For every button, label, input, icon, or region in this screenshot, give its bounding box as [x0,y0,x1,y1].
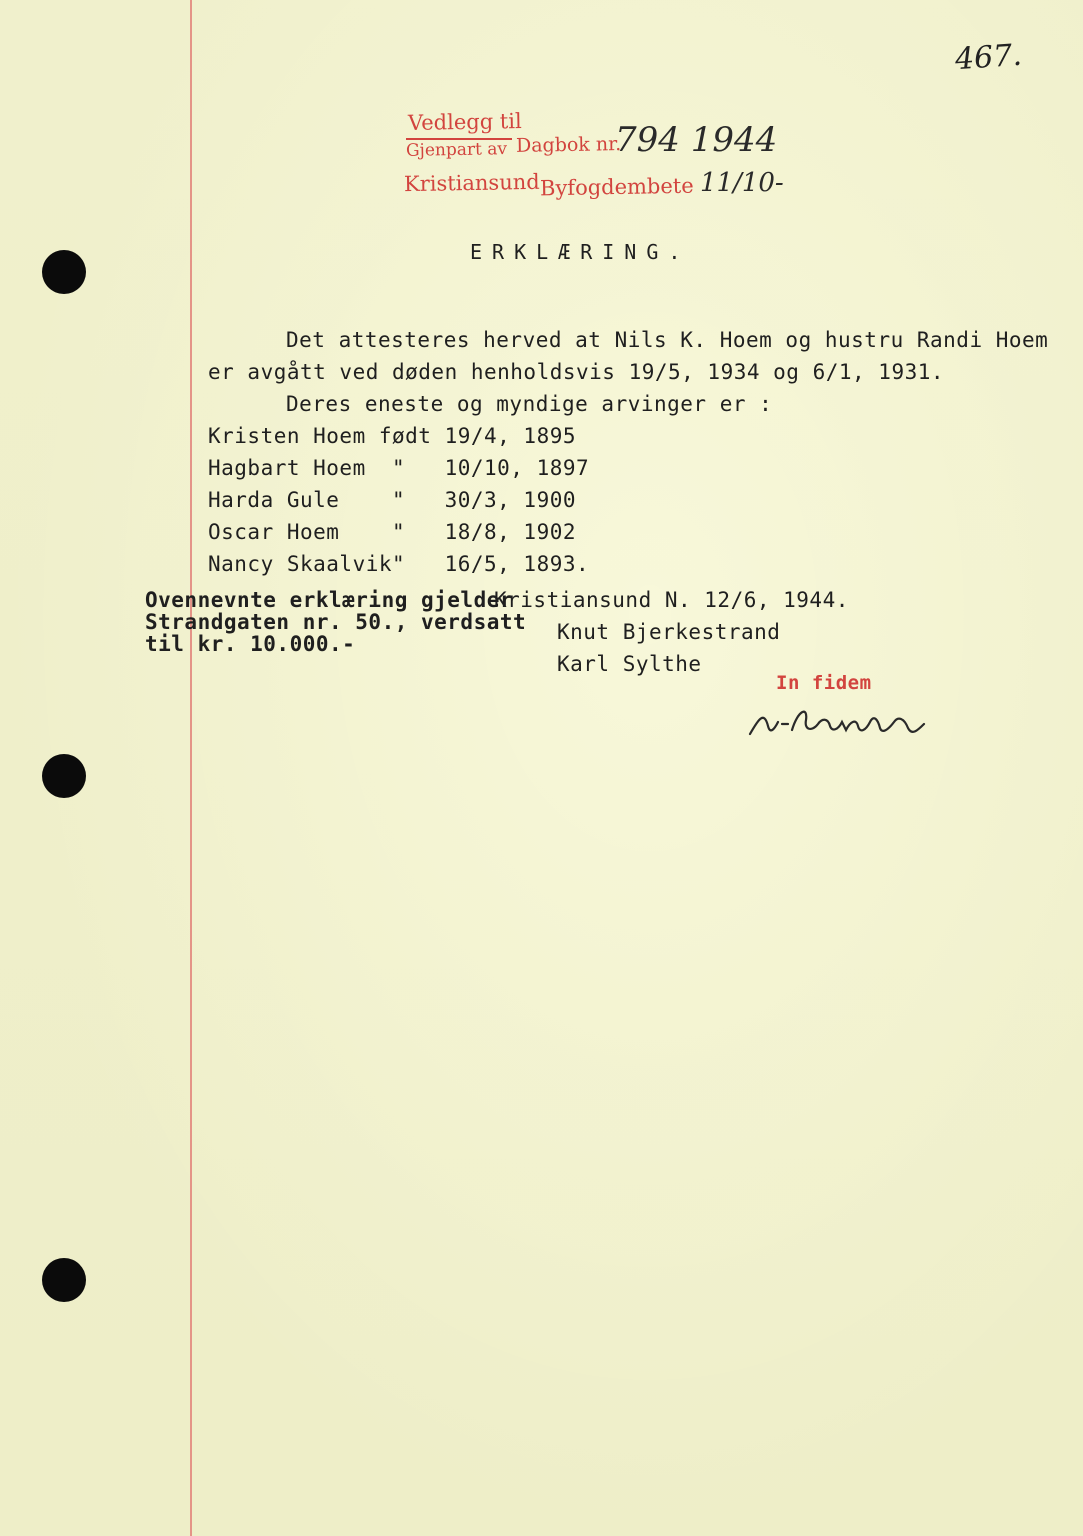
punch-hole-middle [42,754,86,798]
heir-line: Nancy Skaalvik" 16/5, 1893. [208,552,590,576]
handwritten-signature [748,700,928,750]
margin-line [190,0,192,1536]
stamp-kristiansund: Kristiansund [403,169,540,197]
heir-line: Oscar Hoem " 18/8, 1902 [208,520,577,544]
stamp-dagbok-label: Dagbok nr. [515,133,622,157]
stamp-date: 11/10- [700,168,784,198]
margin-note-line-2: Strandgaten nr. 50., verdsatt [145,610,527,634]
margin-note-line-1: Ovennevnte erklæring gjelder [145,588,514,612]
dagbok-number: 794 1944 [615,120,778,160]
heir-line: Hagbart Hoem " 10/10, 1897 [208,456,590,480]
punch-hole-bottom [42,1258,86,1302]
place-date: Kristiansund N. 12/6, 1944. [494,588,849,612]
paragraph-2: Deres eneste og myndige arvinger er : [286,392,773,416]
stamp-vedlegg: Vedlegg til [407,109,522,135]
in-fidem-stamp: In fidem [776,672,872,694]
stamp-gjenpart: Gjenpart av [405,139,508,161]
document-title: ERKLÆRING. [470,240,691,264]
heir-line: Kristen Hoem født 19/4, 1895 [208,424,577,448]
signatory-2: Karl Sylthe [557,652,702,676]
paragraph-1-line-1: Det attesteres herved at Nils K. Hoem og hustru Randi Hoem [286,328,1049,352]
paragraph-1-line-2: er avgått ved døden henholdsvis 19/5, 1934 og 6/1, 1931. [208,360,945,384]
page-number: 467. [953,37,1023,78]
stamp-byfogdembete: Byfogdembete [539,173,694,201]
heir-line: Harda Gule " 30/3, 1900 [208,488,577,512]
signatory-1: Knut Bjerkestrand [557,620,781,644]
margin-note-line-3: til kr. 10.000.- [145,632,356,656]
punch-hole-top [42,250,86,294]
